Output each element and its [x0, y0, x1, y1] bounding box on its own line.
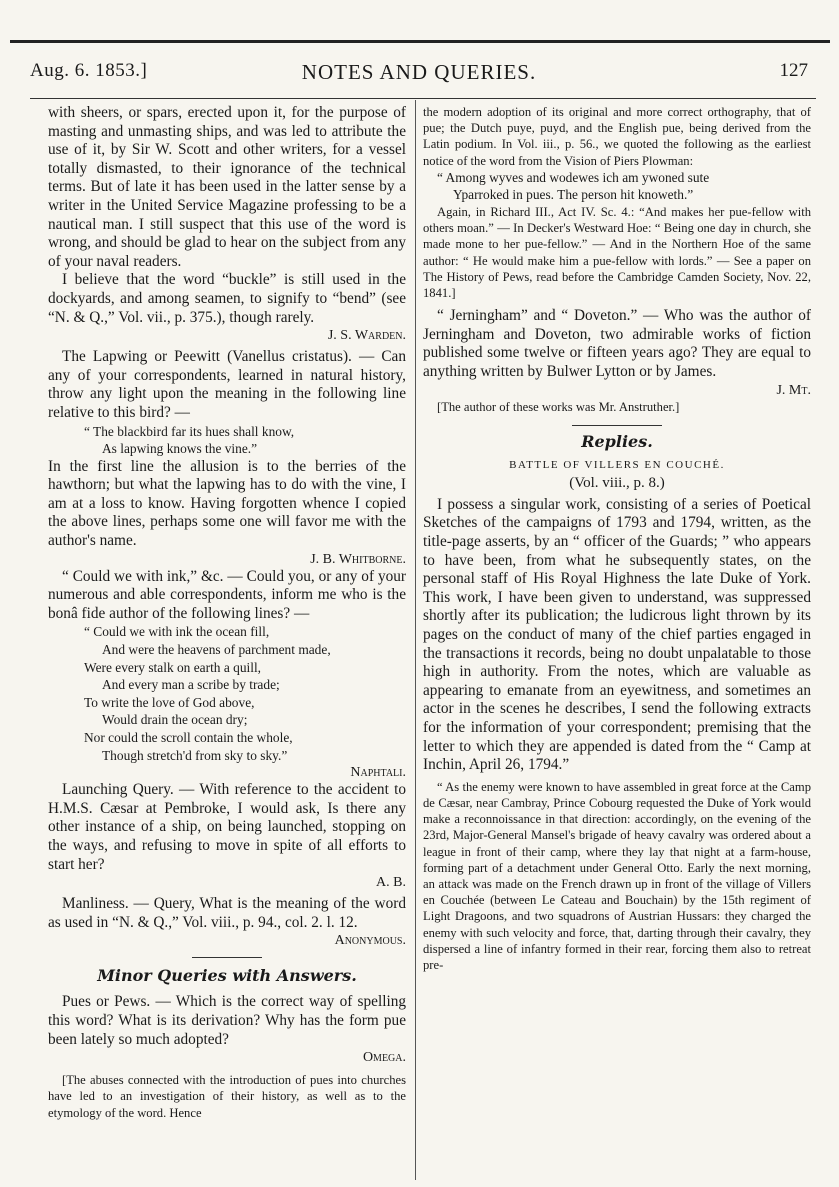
- verse-line: Though stretch'd from sky to sky.”: [102, 747, 288, 763]
- journal-title: NOTES AND QUERIES.: [301, 60, 537, 84]
- page-number: 127: [779, 60, 808, 81]
- issue-date: Aug. 6. 1853.]: [30, 60, 148, 81]
- ink-verse: [48, 623, 406, 764]
- lapwing-followup: In the first line the allusion is to the berries of the hawthorn; but what the lapwing has to do with the vine, I am at a loss to know. Having forgotten whence I copied the above lines, perhaps some one will favor me with the author's name.: [48, 457, 406, 550]
- sheers-paragraph: with sheers, or spars, erected upon it, for the purpose of masting and unmasting ships, and was led to attribute the use of it, by Sir W. Scott and other writers, for a vessel totally dismasted, to their ignorance of the technical terms. But of late it has been used in the latter sense by a writer in the United Service Magazine professing to be a nautical man. I still suspect that this use of the word is wrong, and should be glad to hear on the subject from any of your naval readers.: [48, 104, 406, 270]
- minor-queries-heading: Minor Queries with Answers.: [97, 966, 357, 986]
- verse-line: “ The blackbird far its hues shall know,: [84, 423, 295, 439]
- top-rule: [10, 40, 830, 43]
- replies-heading: Replies.: [581, 431, 653, 451]
- pues-note-continued: the modern adoption of its original and more correct orthography, that of pue; the Dutch puye, puyd, and the English pue, being derived from the Latin podium. In Vol. iii., p. 56., we quoted the following as the earliest notice of the word from the Vision of Piers Plowman:: [423, 105, 811, 168]
- column-divider: [415, 100, 416, 1180]
- lapwing-query: The Lapwing or Peewitt (Vanellus cristatus). — Can any of your correspondents, learned in natural history, throw any light upon the meaning in the following line relative to this bird? —: [48, 348, 406, 421]
- verse-line: Were every stalk on earth a quill,: [84, 659, 262, 675]
- left-column: [48, 104, 406, 1121]
- verse-line: “ Could we with ink the ocean fill,: [84, 624, 270, 640]
- battle-paragraph: I possess a singular work, consisting of a series of Poetical Sketches of the campaigns of 1793 and 1794, written, as the title-page asserts, by an “ officer of the Guards; ” who appears to have been, from what he subsequently states, on the personal staff of His Royal Highness the late Duke of York. This work, I have been given to understand, was suppressed shortly after its publication; the ludicrous light thrown by its pages on the conduct of many of the chief parties engaged in the transactions it records, being no doubt unpalatable to those high in authority. From the notes, which are valuable as appearing to emanate from an eyewitness, and sometimes an actor in the scenes he describes, I send the following extracts for the information of your correspondent; premising that the letter to which they are appended is dated from the “ Camp at Inchin, April 26, 1794.”: [423, 495, 811, 774]
- launching-query: Launching Query. — With reference to the accident to H.M.S. Cæsar at Pembroke, I would ask, Is there any other instance of a ship, on being launched, stopping on the ways, and refusing to move in spite of all efforts to start her?: [48, 781, 406, 873]
- section-rule: [572, 425, 662, 426]
- jerningham-answer: [The author of these works was Mr. Anstruther.]: [437, 399, 680, 414]
- lapwing-verse: [48, 423, 406, 458]
- signature-naphtali: Naphtali.: [350, 765, 406, 781]
- verse-line: Nor could the scroll contain the whole,: [84, 730, 293, 745]
- jerningham-query: “ Jerningham” and “ Doveton.” — Who was the author of Jerningham and Doveton, two admirable works of fiction published some twelve or fifteen years ago? They are equal to anything written by Bulwer Lytton or by James.: [423, 307, 811, 380]
- verse-line: Yparroked in pues. The person hit knoweth.”: [453, 187, 694, 203]
- battle-heading: BATTLE OF VILLERS EN COUCHÉ.: [509, 458, 725, 471]
- verse-line: As lapwing knows the vine.”: [102, 441, 258, 457]
- signature-anonymous: Anonymous.: [334, 933, 406, 949]
- pues-note-continued-2: Again, in Richard III., Act IV. Sc. 4.: “And makes her pue-fellow with others moan.” — In Decker's Westward Hoe: “ Being one day in church, she made mone to her pue-fellow.” — And in the Northern Hoe of the same author: “ He would make him a pue-fellow with lords.” — See a paper on The History of Pews, read before the Cambridge Camden Society, Nov. 22, 1841.]: [423, 205, 811, 301]
- verse-line: And every man a scribe by trade;: [102, 677, 280, 693]
- signature-omega: Omega.: [362, 1050, 406, 1066]
- battle-reference: (Vol. viii., p. 8.): [569, 474, 665, 491]
- plowman-verse: [423, 169, 811, 204]
- verse-line: Would drain the ocean dry;: [102, 712, 248, 728]
- pues-editorial-note: [The abuses connected with the introduction of pues into churches have led to an investigation of their history, as well as to the etymology of the word. Hence: [48, 1073, 406, 1120]
- signature-jmt: J. Mt.: [776, 382, 811, 398]
- verse-line: “ Among wyves and wodewes ich am ywoned sute: [437, 169, 710, 185]
- right-column: [423, 104, 811, 973]
- header-rule: [30, 98, 816, 99]
- section-rule: [192, 957, 262, 958]
- signature-ab: A. B.: [376, 875, 406, 891]
- manliness-query: Manliness. — Query, What is the meaning of the word as used in “N. & Q.,” Vol. viii., p. 94., col. 2. l. 12.: [48, 895, 406, 931]
- verse-line: And were the heavens of parchment made,: [102, 642, 331, 658]
- pues-query: Pues or Pews. — Which is the correct way of spelling this word? What is its derivation? Why has the form pue been lately so much adopted?: [48, 993, 406, 1048]
- ink-query: “ Could we with ink,” &c. — Could you, or any of your numerous and able correspondents, inform me who is the bonâ fide author of the following lines? —: [48, 567, 406, 622]
- verse-line: To write the love of God above,: [84, 694, 255, 710]
- signature-whitborne: J. B. Whitborne.: [310, 551, 406, 567]
- running-header: [30, 60, 808, 94]
- buckle-paragraph: I believe that the word “buckle” is still used in the dockyards, and among seamen, to signify to “bend” (see “N. & Q.,” Vol. vii., p. 375.), though rarely.: [48, 271, 406, 326]
- signature-warden: J. S. Warden.: [327, 328, 406, 344]
- battle-quotation: “ As the enemy were known to have assembled in great force at the Camp de Cæsar, near Cambray, Prince Cobourg requested the Duke of York would make a reconnoissance in that direction: accordingly, on the evening of the 23rd, Major-General Mansel's brigade of heavy cavalry was ordered about a league in front of their camp, where they lay that night at a farm-house, forming part of a detachment under General Otto. Early the next morning, an attack was made on the French drawn up in front of the village of Villers en Couchée (between Le Cateau and Bouchain) by the 15th regiment of Light Dragoons, and two squadrons of Austrian Hussars: they charged the enemy with such velocity and force, that, darting through their cavalry, they dispersed a line of infantry formed in their rear, forcing them also to retreat pre-: [423, 779, 811, 972]
